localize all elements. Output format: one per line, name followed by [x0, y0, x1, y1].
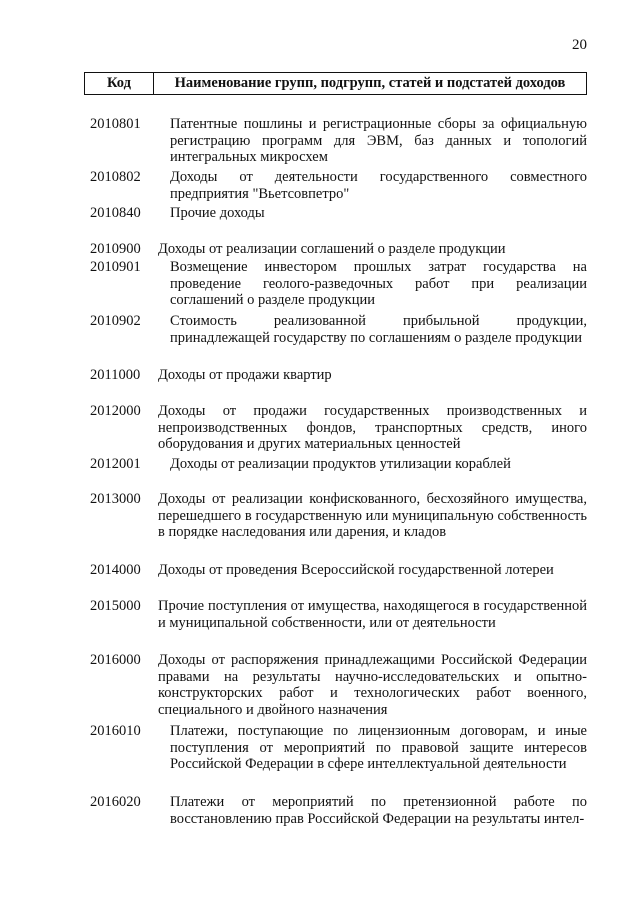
- entry-code: 2010840: [90, 205, 141, 221]
- entry-text: Платежи от мероприятий по претензионной работе по восстановлению прав Российской Федерации на результаты интел-: [170, 794, 587, 827]
- entry-text: Доходы от реализации конфискованного, бесхозяйного имущества, перешедшего в государственную или муниципальную собственность в порядке наследования или дарения, и кладов: [158, 491, 587, 541]
- entry-2010840: [90, 205, 587, 222]
- header-name-column: Наименование групп, подгрупп, статей и подстатей доходов: [174, 75, 566, 91]
- table-header: [84, 72, 587, 95]
- entry-code: 2013000: [90, 491, 141, 507]
- entry-text: Доходы от реализации соглашений о разделе продукции: [158, 241, 506, 257]
- entry-text: Возмещение инвестором прошлых затрат государства на проведение геолого-разведочных работ при реализации соглашений о разделе продукции: [170, 259, 587, 309]
- entry-code: 2011000: [90, 367, 141, 383]
- entry-text: Доходы от деятельности государственного совместного предприятия "Вьетсовпетро": [170, 169, 587, 202]
- entry-text: Стоимость реализованной прибыльной продукции, принадлежащей государству по соглашениям о разделе продукции: [170, 313, 587, 346]
- entry-code: 2016000: [90, 652, 141, 668]
- entry-2013000: [90, 491, 587, 541]
- entry-2010901: [90, 259, 587, 309]
- entry-text: Прочие доходы: [170, 205, 265, 221]
- entry-2010802: [90, 169, 587, 202]
- entry-code: 2010901: [90, 259, 141, 275]
- entry-code: 2016020: [90, 794, 141, 810]
- entry-code: 2016010: [90, 723, 141, 739]
- entry-text: Доходы от продажи квартир: [158, 367, 332, 383]
- entry-text: Доходы от распоряжения принадлежащими Российской Федерации правами на результаты научно-исследовательских и опытно-конструкторских работ и технологических работ военного, специального и двойного назначения: [158, 652, 587, 718]
- entry-code: 2010801: [90, 116, 141, 132]
- entry-2016020: [90, 794, 587, 827]
- entry-text: Доходы от продажи государственных производственных и непроизводственных фондов, транспортных средств, иного оборудования и других материальных ценностей: [158, 403, 587, 453]
- entry-2010902: [90, 313, 587, 346]
- entry-2012000: [90, 403, 587, 453]
- entry-code: 2010900: [90, 241, 141, 257]
- entry-2016000: [90, 652, 587, 718]
- entry-2010900: [90, 241, 587, 258]
- entry-text: Доходы от реализации продуктов утилизации кораблей: [170, 456, 511, 472]
- entry-code: 2014000: [90, 562, 141, 578]
- entry-code: 2010902: [90, 313, 141, 329]
- entry-code: 2012001: [90, 456, 141, 472]
- entry-2016010: [90, 723, 587, 773]
- entry-text: Патентные пошлины и регистрационные сборы за официальную регистрацию программ для ЭВМ, баз данных и топологий интегральных микросхем: [170, 116, 587, 166]
- header-code-column: Код: [85, 73, 154, 94]
- entry-2014000: [90, 562, 587, 579]
- entry-text: Платежи, поступающие по лицензионным договорам, и иные поступления от мероприятий по правовой защите интересов Российской Федерации в сфере интеллектуальной деятельности: [170, 723, 587, 773]
- entry-code: 2012000: [90, 403, 141, 419]
- entry-2010801: [90, 116, 587, 166]
- entry-2011000: [90, 367, 587, 384]
- entry-2015000: [90, 598, 587, 631]
- page-number: 20: [572, 37, 587, 53]
- entry-text: Прочие поступления от имущества, находящегося в государственной и муниципальной собственности, или от деятельности: [158, 598, 587, 631]
- entry-2012001: [90, 456, 587, 473]
- entry-code: 2015000: [90, 598, 141, 614]
- entry-text: Доходы от проведения Всероссийской государственной лотереи: [158, 562, 554, 578]
- entry-code: 2010802: [90, 169, 141, 185]
